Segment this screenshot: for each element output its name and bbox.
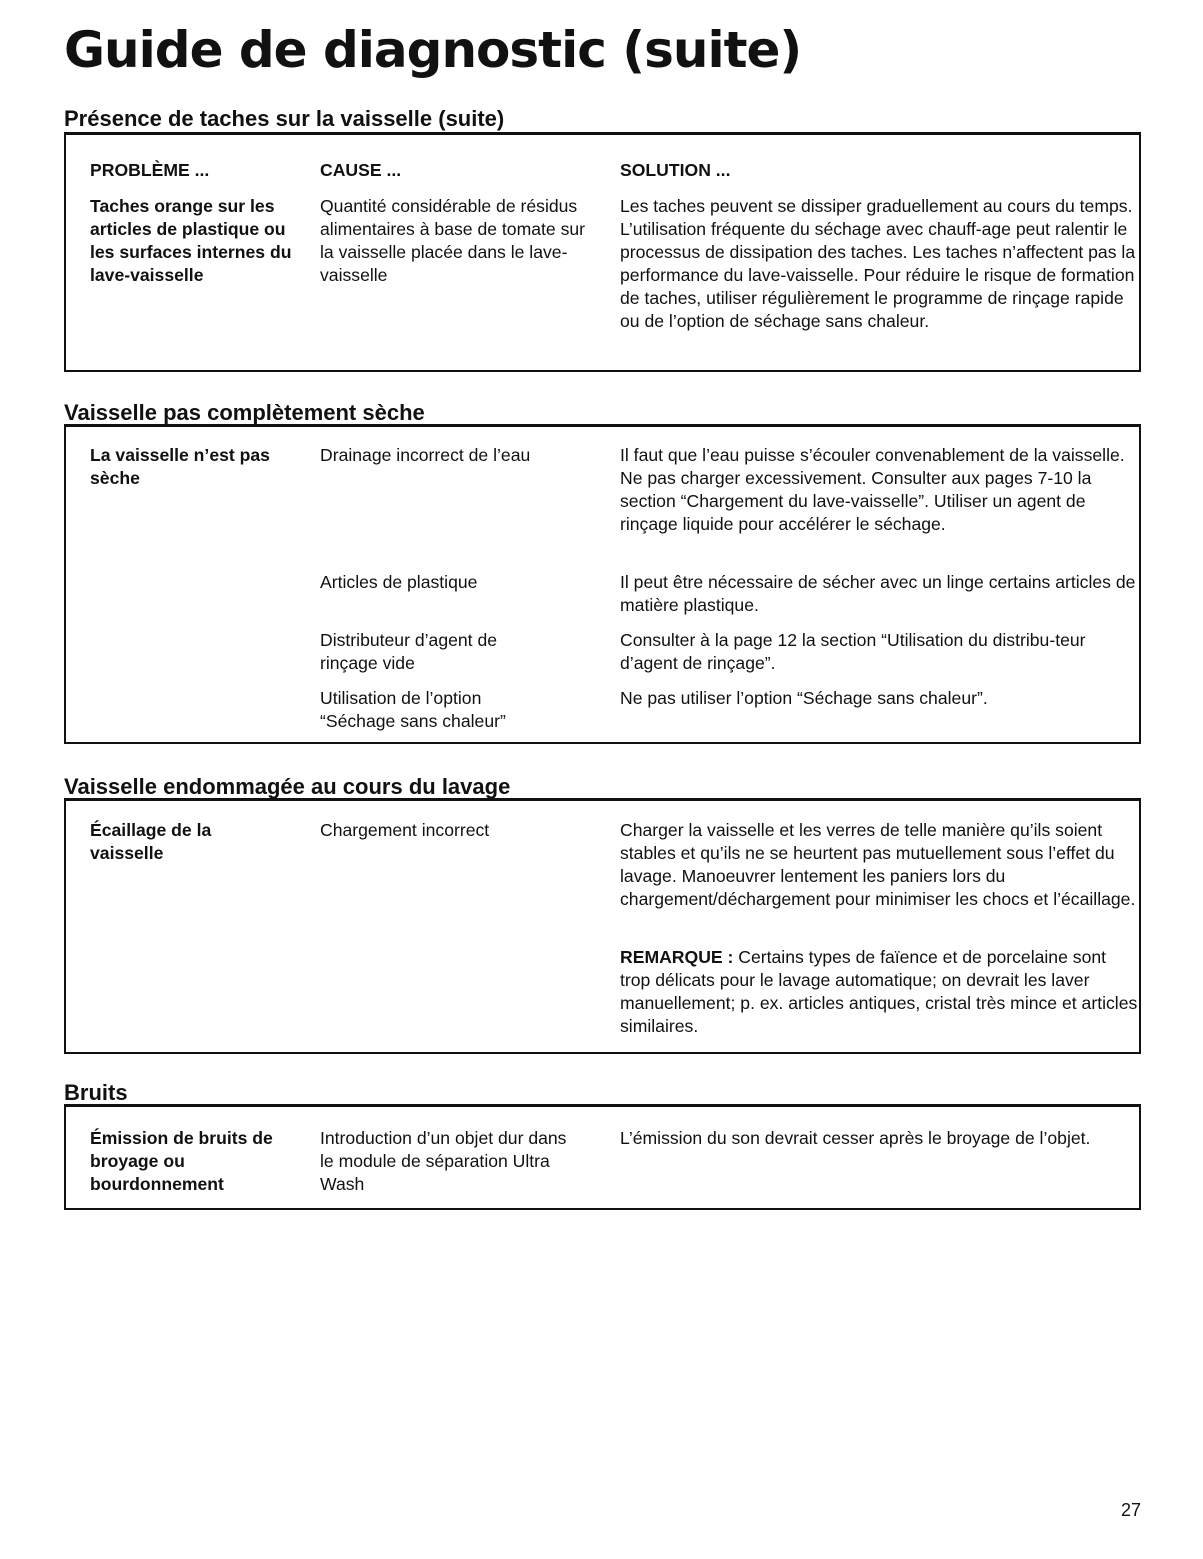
problem-cell: Émission de bruits de broyage ou bourdonnement bbox=[90, 1128, 273, 1194]
section-heading-taches: Présence de taches sur la vaisselle (suite) bbox=[64, 106, 505, 131]
problem-cell: Taches orange sur les articles de plastique ou les surfaces internes du lave-vaisselle bbox=[90, 196, 292, 285]
remark-text: Certains types de faïence et de porcelaine sont trop délicats pour le lavage automatique; on devrait les laver manuellement; p. ex. articles antiques, cristal très mince et articles similaires. bbox=[620, 947, 1138, 1036]
remark-cell bbox=[620, 946, 1140, 1038]
solution-cell: Consulter à la page 12 la section “Utilisation du distribu-teur d’agent de rinçage”. bbox=[620, 630, 1086, 673]
solution-cell: Les taches peuvent se dissiper graduellement au cours du temps. L’utilisation fréquente du séchage avec chauff-age peut ralentir le processus de dissipation des taches. Les taches n’affectent pas la performance du lave-vaisselle. Pour réduire le risque de formation de taches, utiliser régulièrement le programme de rinçage rapide ou de l’option de séchage sans chaleur. bbox=[620, 196, 1136, 331]
solution-cell: Ne pas utiliser l’option “Séchage sans chaleur”. bbox=[620, 688, 988, 708]
section-heading-endommagee: Vaisselle endommagée au cours du lavage bbox=[64, 774, 511, 799]
cause-cell: Introduction d’un objet dur dans le module de séparation Ultra Wash bbox=[320, 1128, 567, 1194]
solution-cell: Charger la vaisselle et les verres de telle manière qu’ils soient stables et qu’ils ne se heurtent pas mutuellement sous l’effet du lavage. Manoeuvrer lentement les paniers lors du chargement/déchargement pour minimiser les chocs et l’écaillage. bbox=[620, 820, 1136, 909]
section-heading-seche: Vaisselle pas complètement sèche bbox=[64, 400, 425, 425]
table-taches bbox=[64, 132, 1141, 372]
column-header-cause: CAUSE ... bbox=[320, 160, 402, 180]
column-header-solution: SOLUTION ... bbox=[620, 160, 731, 180]
solution-cell: Il peut être nécessaire de sécher avec un linge certains articles de matière plastique. bbox=[620, 572, 1136, 615]
table-endommagee bbox=[64, 798, 1141, 1054]
cause-cell: Chargement incorrect bbox=[320, 820, 490, 840]
problem-cell: La vaisselle n’est pas sèche bbox=[90, 445, 270, 488]
solution-cell: L’émission du son devrait cesser après le broyage de l’objet. bbox=[620, 1128, 1091, 1148]
cause-cell: Drainage incorrect de l’eau bbox=[320, 445, 531, 465]
table-seche bbox=[64, 424, 1141, 744]
section-heading-bruits: Bruits bbox=[64, 1080, 128, 1105]
problem-cell: Écaillage de la vaisselle bbox=[90, 820, 212, 863]
table-bruits bbox=[64, 1104, 1141, 1210]
page-number: 27 bbox=[1121, 1500, 1142, 1520]
remark-label: REMARQUE : bbox=[620, 947, 734, 967]
page-title: Guide de diagnostic (suite) bbox=[64, 21, 802, 79]
cause-cell: Distributeur d’agent de rinçage vide bbox=[320, 630, 498, 673]
solution-cell: Il faut que l’eau puisse s’écouler convenablement de la vaisselle. Ne pas charger excessivement. Consulter aux pages 7-10 la section “Chargement du lave-vaisselle”. Utiliser un agent de rinçage liquide pour accélérer le séchage. bbox=[620, 445, 1125, 534]
cause-cell: Articles de plastique bbox=[320, 572, 478, 592]
cause-cell: Utilisation de l’option “Séchage sans chaleur” bbox=[320, 688, 506, 731]
column-header-probleme: PROBLÈME ... bbox=[90, 160, 210, 180]
cause-cell: Quantité considérable de résidus alimentaires à base de tomate sur la vaisselle placée dans le lave-vaisselle bbox=[320, 196, 586, 285]
